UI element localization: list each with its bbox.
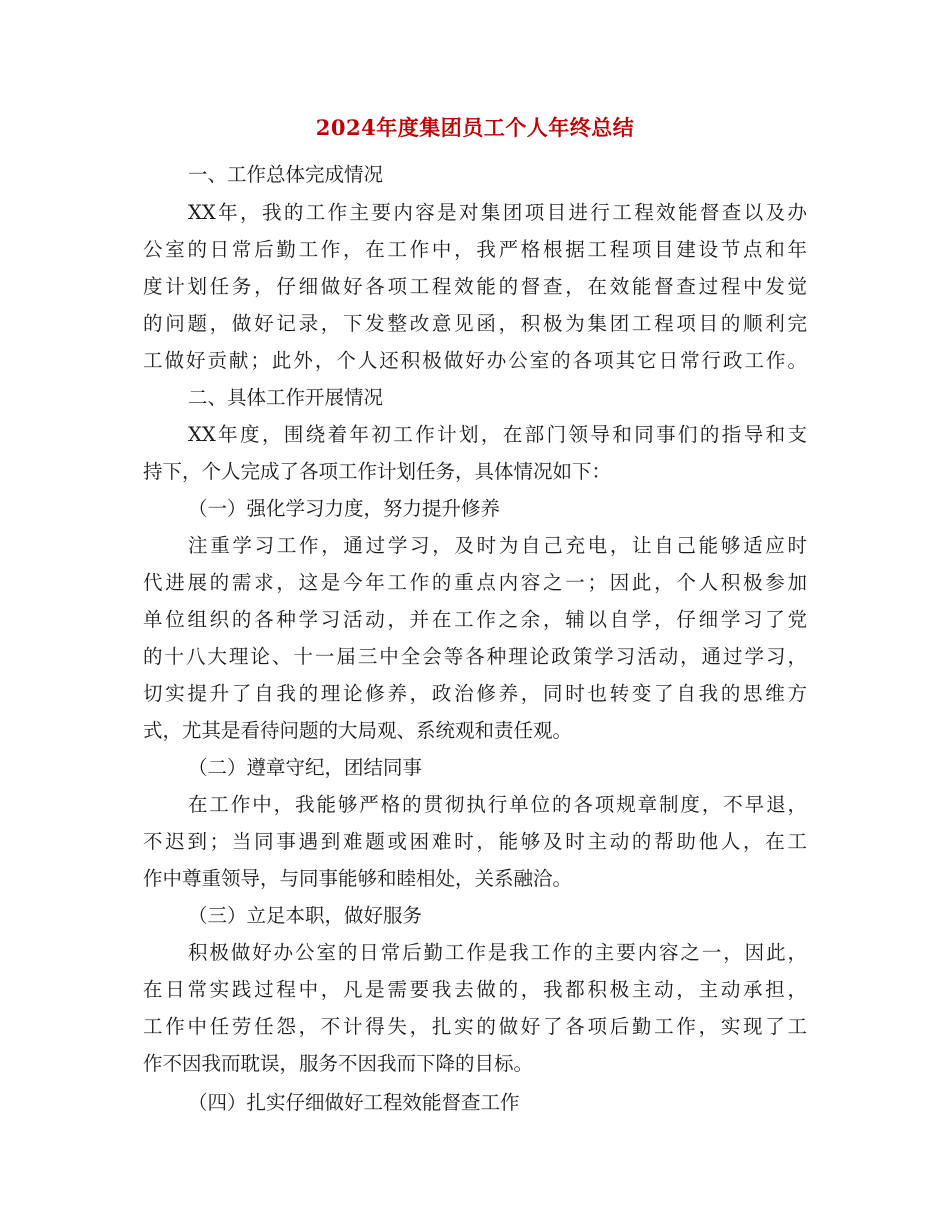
paragraph-line: 代进展的需求，这是今年工作的重点内容之一；因此，个人积极参加 [143, 571, 807, 594]
paragraph-line: 式，尤其是看待问题的大局观、系统观和责任观。 [143, 719, 573, 742]
paragraph-line: 的问题，做好记录，下发整改意见函，积极为集团工程项目的顺利完 [143, 312, 807, 335]
document-title: 2024年度集团员工个人年终总结 [315, 115, 635, 140]
paragraph-line: 度计划任务，仔细做好各项工程效能的督查，在效能督查过程中发觉 [143, 275, 807, 298]
paragraph-line: 单位组织的各种学习活动，并在工作之余，辅以自学，仔细学习了党 [143, 608, 807, 631]
paragraph-line: XX年，我的工作主要内容是对集团项目进行工程效能督查以及办 [188, 201, 807, 224]
paragraph-line: 在日常实践过程中，凡是需要我去做的，我都积极主动，主动承担， [143, 978, 807, 1001]
paragraph-line: 工做好贡献；此外，个人还积极做好办公室的各项其它日常行政工作。 [143, 349, 807, 372]
subheading-supervision: （四）扎实仔细做好工程效能督查工作 [188, 1091, 520, 1114]
paragraph-line: 的十八大理论、十一届三中全会等各种理论政策学习活动，通过学习， [143, 645, 807, 668]
paragraph-line: 作中尊重领导，与同事能够和睦相处，关系融洽。 [143, 867, 573, 890]
subheading-study: （一）强化学习力度，努力提升修养 [188, 497, 501, 520]
paragraph-line: 作不因我而耽误，服务不因我而下降的目标。 [143, 1052, 534, 1075]
paragraph-line: 积极做好办公室的日常后勤工作是我工作的主要内容之一，因此， [188, 941, 807, 964]
paragraph-line: 不迟到；当同事遇到难题或困难时，能够及时主动的帮助他人，在工 [143, 830, 807, 853]
subheading-service: （三）立足本职，做好服务 [188, 904, 423, 927]
paragraph-line: 切实提升了自我的理论修养，政治修养，同时也转变了自我的思维方 [143, 682, 807, 705]
paragraph-line: 在工作中，我能够严格的贯彻执行单位的各项规章制度，不早退， [188, 793, 807, 816]
heading-overall: 一、工作总体完成情况 [188, 163, 384, 186]
paragraph-line: 公室的日常后勤工作，在工作中，我严格根据工程项目建设节点和年 [143, 238, 807, 261]
paragraph-line: 持下，个人完成了各项工作计划任务，具体情况如下： [143, 460, 612, 483]
paragraph-line: 工作中任劳任怨，不计得失，扎实的做好了各项后勤工作，实现了工 [143, 1015, 807, 1038]
subheading-discipline: （二）遵章守纪，团结同事 [188, 756, 423, 779]
heading-details: 二、具体工作开展情况 [188, 386, 384, 409]
paragraph-line: 注重学习工作，通过学习，及时为自己充电，让自己能够适应时 [188, 534, 807, 557]
paragraph-line: XX年度，围绕着年初工作计划，在部门领导和同事们的指导和支 [188, 423, 807, 446]
